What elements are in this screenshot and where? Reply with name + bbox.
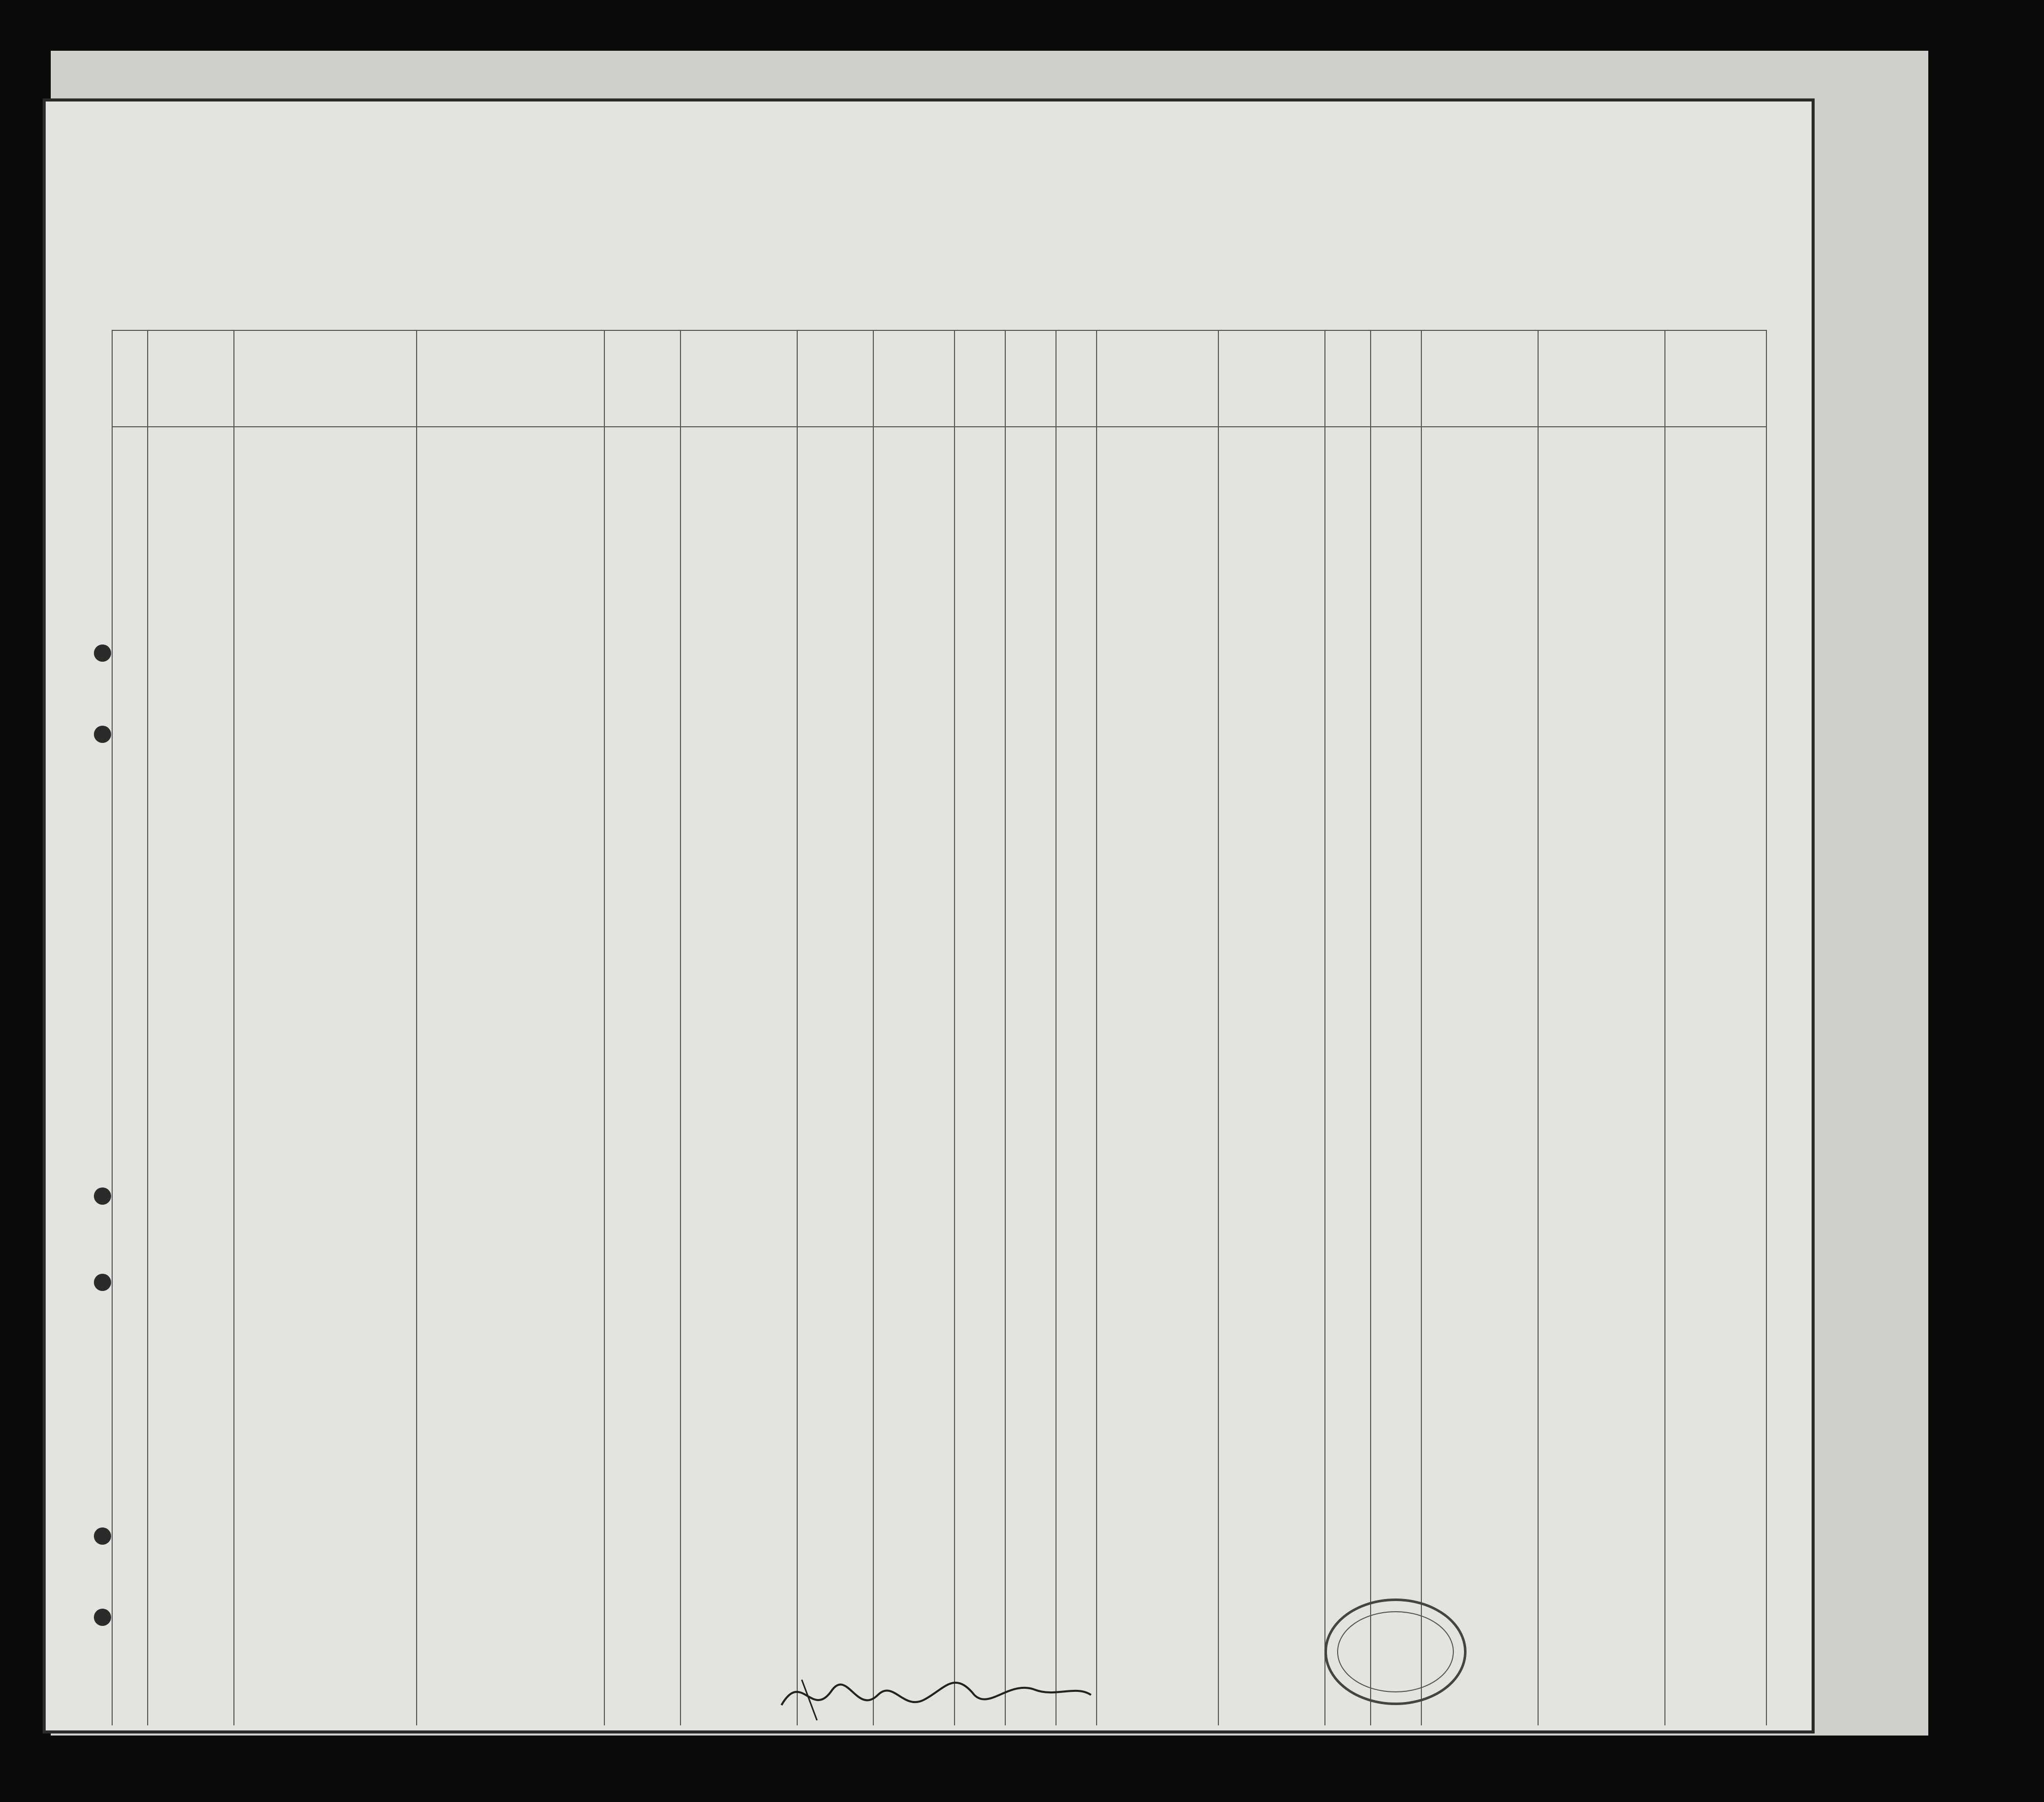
column-rule [1538,330,1539,1725]
punch-hole [94,1527,111,1545]
table-header-rule [112,426,1766,427]
column-rule [873,330,874,1725]
column-rule [680,330,681,1725]
table-top-rule [112,330,1766,331]
column-rule [1421,330,1422,1725]
column-rule [416,330,417,1725]
column-rule [954,330,955,1725]
manifest-sheet [46,101,1812,1730]
column-rule [1766,330,1767,1725]
column-rule [604,330,605,1725]
column-rule [1664,330,1665,1725]
punch-hole [94,644,111,662]
office-stamp [1324,1599,1467,1705]
punch-hole [94,1609,111,1626]
column-rule [1055,330,1057,1725]
inspector-signature [771,1659,1096,1730]
punch-hole [94,1187,111,1205]
column-rule [233,330,234,1725]
column-rule [797,330,798,1725]
stamp-inner-ring [1337,1611,1454,1692]
column-rule [112,330,113,1725]
manifest-table [112,330,1766,1725]
column-rule [1005,330,1006,1725]
column-rule [1218,330,1219,1725]
column-rule [1370,330,1371,1725]
column-rule [147,330,148,1725]
column-rule [1096,330,1097,1725]
punch-hole [94,1274,111,1291]
punch-hole [94,726,111,743]
vessel-line [259,274,1730,304]
column-rule [1324,330,1325,1725]
